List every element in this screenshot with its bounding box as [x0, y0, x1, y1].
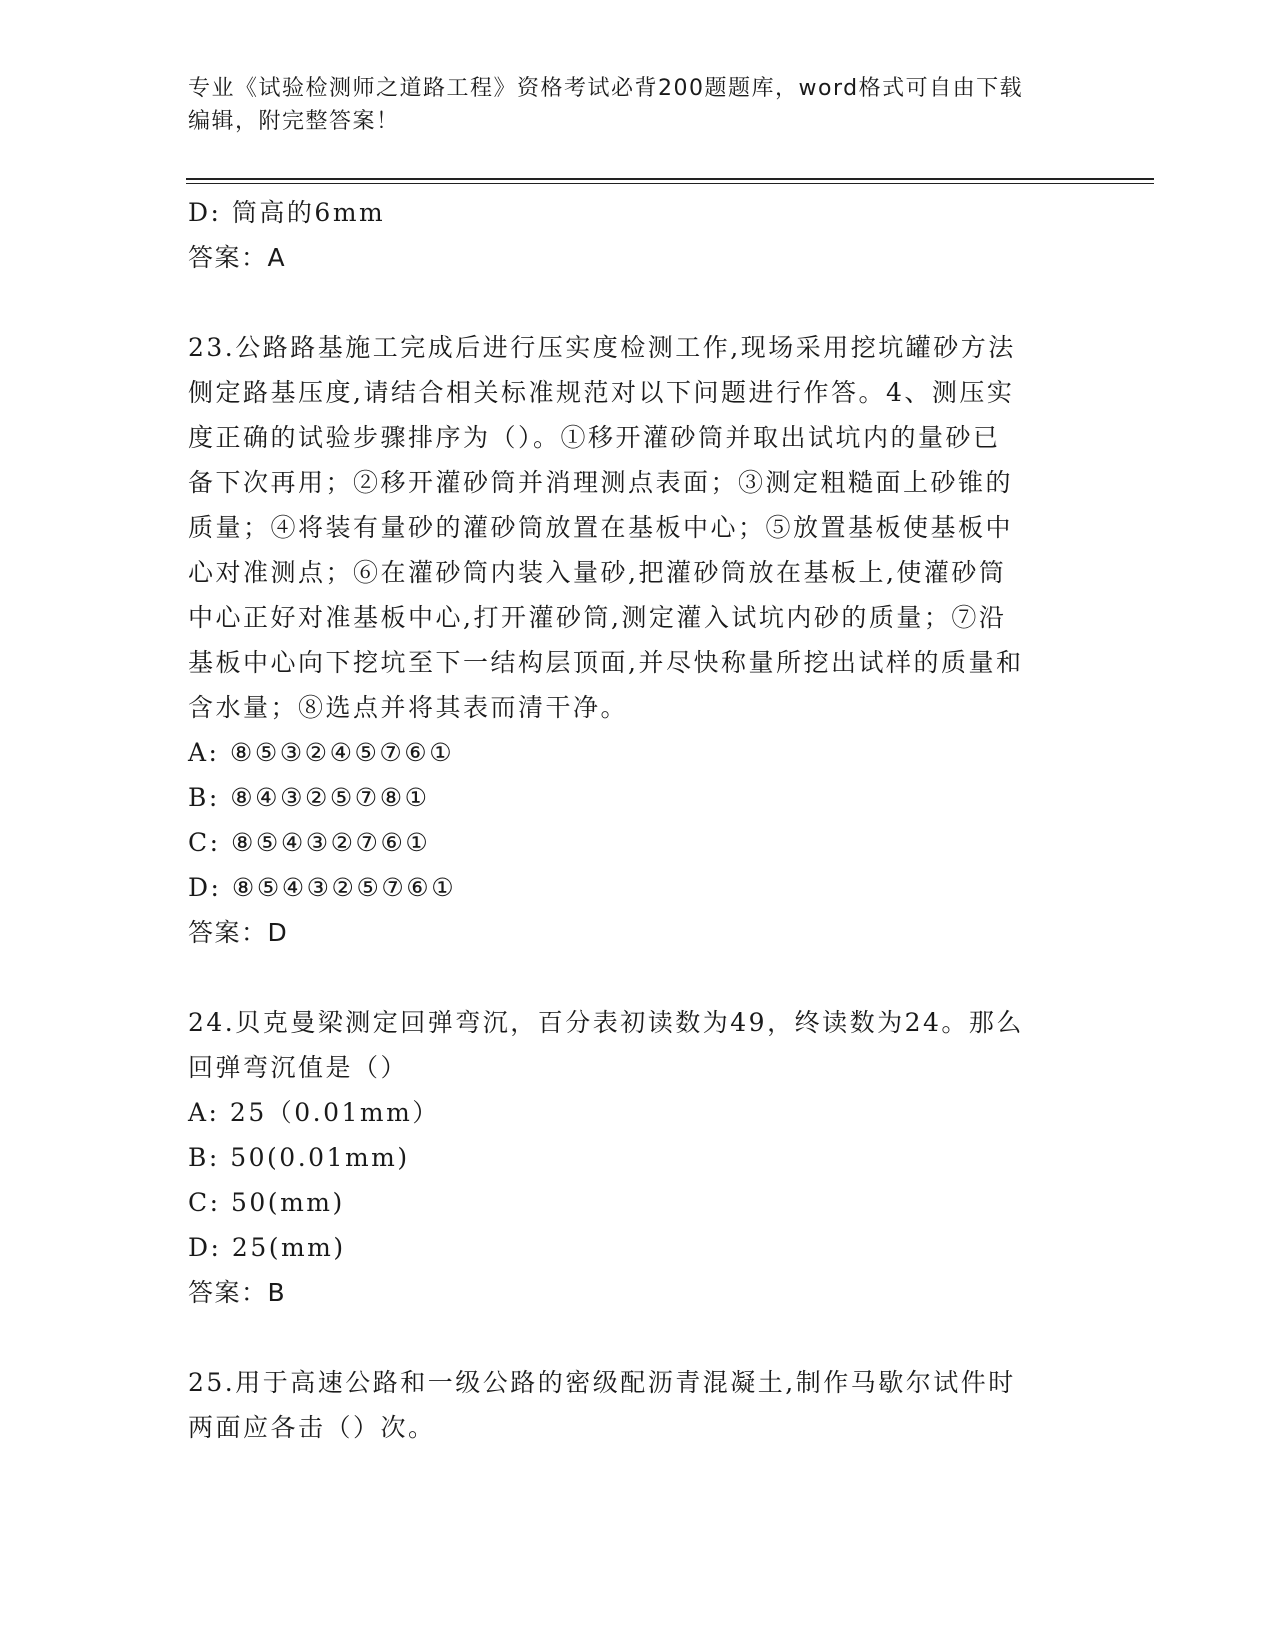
document-body	[188, 190, 1088, 1450]
question-text-line: 备下次再用；②移开灌砂筒并消理测点表面；③测定粗糙面上砂锥的	[188, 468, 1014, 497]
option-c: C: ⑧⑤④③②⑦⑥①	[188, 828, 431, 857]
question-text-line: 度正确的试验步骤排序为（）。①移开灌砂筒并取出试坑内的量砂已	[188, 423, 1001, 452]
question-text-line: 23.公路路基施工完成后进行压实度检测工作,现场采用挖坑罐砂方法	[188, 333, 1016, 362]
answer-label: 答案：B	[188, 1278, 287, 1307]
option-d: D: ⑧⑤④③②⑤⑦⑥①	[188, 873, 457, 902]
header-title-line-2: 编辑，附完整答案！	[188, 109, 400, 134]
header-divider-thick	[186, 178, 1154, 180]
option-a: A: 25（0.01mm）	[188, 1098, 440, 1127]
question-text-line: 25.用于高速公路和一级公路的密级配沥青混凝土,制作马歇尔试件时	[188, 1368, 1016, 1397]
option-d: D: 25(mm)	[188, 1233, 346, 1262]
question-text-line: 质量；④将装有量砂的灌砂筒放置在基板中心；⑤放置基板使基板中	[188, 513, 1014, 542]
option-d: D: 筒高的6mm	[188, 198, 386, 227]
answer-label: 答案：A	[188, 243, 287, 272]
header-divider-thin	[186, 183, 1154, 184]
spacer	[188, 280, 1088, 325]
question-24	[188, 1000, 1088, 1315]
spacer	[188, 955, 1088, 1000]
header-title-line-1: 专业《试验检测师之道路工程》资格考试必背200题题库，word格式可自由下载	[188, 76, 1024, 101]
question-text-line: 中心正好对准基板中心,打开灌砂筒,测定灌入试坑内砂的质量；⑦沿	[188, 603, 1007, 632]
question-22-tail	[188, 190, 1088, 280]
question-text-line: 回弹弯沉值是（）	[188, 1053, 409, 1082]
question-text-line: 侧定路基压度,请结合相关标准规范对以下问题进行作答。4、测压实	[188, 378, 1015, 407]
question-text-line: 两面应各击（）次。	[188, 1413, 436, 1442]
question-text-line: 24.贝克曼梁测定回弹弯沉，百分表初读数为49，终读数为24。那么	[188, 1008, 1024, 1037]
spacer	[188, 1315, 1088, 1360]
option-b: B: ⑧④③②⑤⑦⑧①	[188, 783, 430, 812]
option-c: C: 50(mm)	[188, 1188, 345, 1217]
question-23	[188, 325, 1088, 955]
document-header	[188, 72, 1068, 138]
question-25	[188, 1360, 1088, 1450]
question-text-line: 心对准测点；⑥在灌砂筒内装入量砂,把灌砂筒放在基板上,使灌砂筒	[188, 558, 1007, 587]
option-b: B: 50(0.01mm)	[188, 1143, 410, 1172]
option-a: A: ⑧⑤③②④⑤⑦⑥①	[188, 738, 455, 767]
question-text-line: 含水量；⑧选点并将其表而清干净。	[188, 693, 629, 722]
question-text-line: 基板中心向下挖坑至下一结构层顶面,并尽快称量所挖出试样的质量和	[188, 648, 1024, 677]
answer-label: 答案：D	[188, 918, 289, 947]
